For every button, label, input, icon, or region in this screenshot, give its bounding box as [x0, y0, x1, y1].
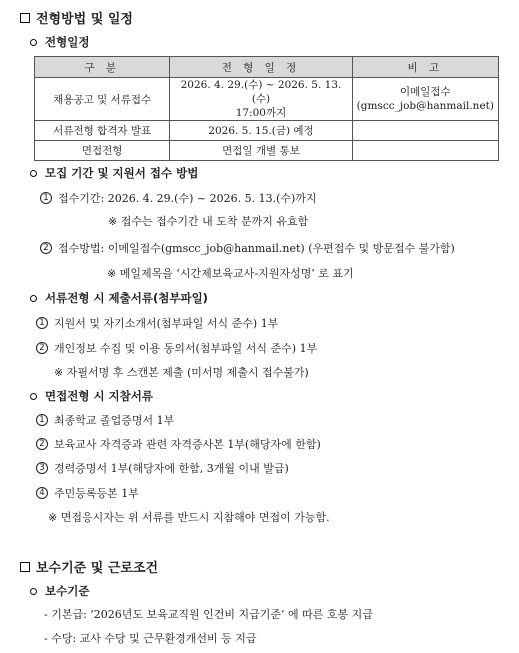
- date-text: 17:00까지: [235, 107, 287, 119]
- circled-number: 4: [36, 487, 48, 499]
- list-item-text: 개인정보 수집 및 이용 동의서(첨부파일 서식 준수) 1부: [54, 342, 318, 355]
- interview-title: 면접전형 시 지참서류: [45, 389, 153, 403]
- list-item-text: 접수기간: 2026. 4. 29.(수) ~ 2026. 5. 13.(수)까지: [58, 192, 317, 205]
- note-text: ※ 면접응시자는 위 서류를 반드시 지참해야 면접이 가능함.: [48, 511, 330, 524]
- note-text: ※ 메일제목을 ‘시간제보육교사-지원자성명’ 로 표기: [107, 267, 354, 280]
- note-text: 이메일접수: [399, 86, 451, 98]
- list-item-text: 경력증명서 1부(해당자에 한함, 3개월 이내 발급): [54, 462, 289, 475]
- docs-heading: [30, 290, 208, 306]
- note-text: ※ 자필서명 후 스캔본 제출 (미서명 제출시 접수불가): [54, 366, 309, 379]
- circled-number: 2: [36, 342, 48, 354]
- recruit-title: 모집 기간 및 지원서 접수 방법: [45, 166, 199, 180]
- table-cell: 면접일 개별 통보: [170, 141, 352, 161]
- section-heading-selection: [20, 8, 133, 27]
- section-title: 보수기준 및 근로조건: [36, 561, 159, 576]
- interview-heading: [30, 388, 153, 404]
- pay-title: 보수기준: [45, 584, 90, 598]
- list-item: [36, 412, 174, 428]
- circle-bullet-icon: [30, 39, 37, 46]
- docs-title: 서류전형 시 제출서류(첨부파일): [45, 291, 208, 305]
- checkbox-square-icon: [20, 562, 30, 572]
- circled-number: 2: [40, 242, 52, 254]
- table-cell: 서류전형 합격자 발표: [35, 121, 170, 141]
- table-cell: [352, 121, 498, 141]
- list-item-text: 지원서 및 자기소개서(첨부파일 서식 준수) 1부: [54, 317, 279, 330]
- note-text: ※ 접수는 접수기간 내 도착 분까지 유효함: [108, 215, 309, 228]
- list-item: [36, 340, 317, 356]
- list-item: [36, 436, 321, 452]
- date-text: 2026. 4. 29.(수) ~ 2026. 5. 13.(수): [180, 79, 342, 105]
- circled-number: 3: [36, 462, 48, 474]
- table-header: 구 분: [35, 57, 170, 78]
- table-cell: [170, 78, 352, 121]
- list-item-text: 주민등록등본 1부: [54, 487, 139, 500]
- table-row: [35, 78, 499, 121]
- email-text: (gmscc_job@hanmail.net): [356, 100, 494, 112]
- list-item-text: 접수방법: 이메일접수(gmscc_job@hanmail.net) (우편접수 및 방문접수 불가함): [58, 242, 455, 255]
- circled-number: 1: [40, 192, 52, 204]
- schedule-heading: [30, 34, 89, 50]
- schedule-title: 전형일정: [45, 35, 90, 49]
- table-header-row: [35, 57, 499, 78]
- list-item: [36, 485, 139, 501]
- pay-line: - 기본급: ‘2026년도 보육교직원 인건비 지급기준’ 에 따른 호봉 지급: [44, 608, 373, 621]
- circle-bullet-icon: [30, 170, 37, 177]
- table-cell: [352, 78, 498, 121]
- table-cell: 면접전형: [35, 141, 170, 161]
- list-item: [36, 315, 278, 331]
- table-header: 전 형 일 정: [170, 57, 352, 78]
- list-item-text: 보육교사 자격증과 관련 자격증사본 1부(해당자에 한함): [54, 438, 321, 451]
- table-header: 비 고: [352, 57, 498, 78]
- schedule-table: [34, 56, 499, 161]
- circled-number: 1: [36, 414, 48, 426]
- circle-bullet-icon: [30, 393, 37, 400]
- pay-heading: [30, 583, 89, 599]
- checkbox-square-icon: [20, 13, 30, 23]
- section-heading-pay: [20, 557, 158, 576]
- pay-line: - 수당: 교사 수당 및 근무환경개선비 등 지급: [44, 632, 257, 645]
- table-row: [35, 121, 499, 141]
- list-item: [40, 240, 455, 256]
- circle-bullet-icon: [30, 295, 37, 302]
- list-item: [40, 190, 317, 206]
- list-item: [36, 460, 289, 476]
- circled-number: 2: [36, 438, 48, 450]
- table-cell: 2026. 5. 15.(금) 예정: [170, 121, 352, 141]
- section-title: 전형방법 및 일정: [36, 12, 133, 27]
- table-cell: [352, 141, 498, 161]
- table-cell: 채용공고 및 서류접수: [35, 78, 170, 121]
- list-item-text: 최종학교 졸업증명서 1부: [54, 414, 175, 427]
- circle-bullet-icon: [30, 588, 37, 595]
- recruit-heading: [30, 165, 198, 181]
- table-row: [35, 141, 499, 161]
- circled-number: 1: [36, 317, 48, 329]
